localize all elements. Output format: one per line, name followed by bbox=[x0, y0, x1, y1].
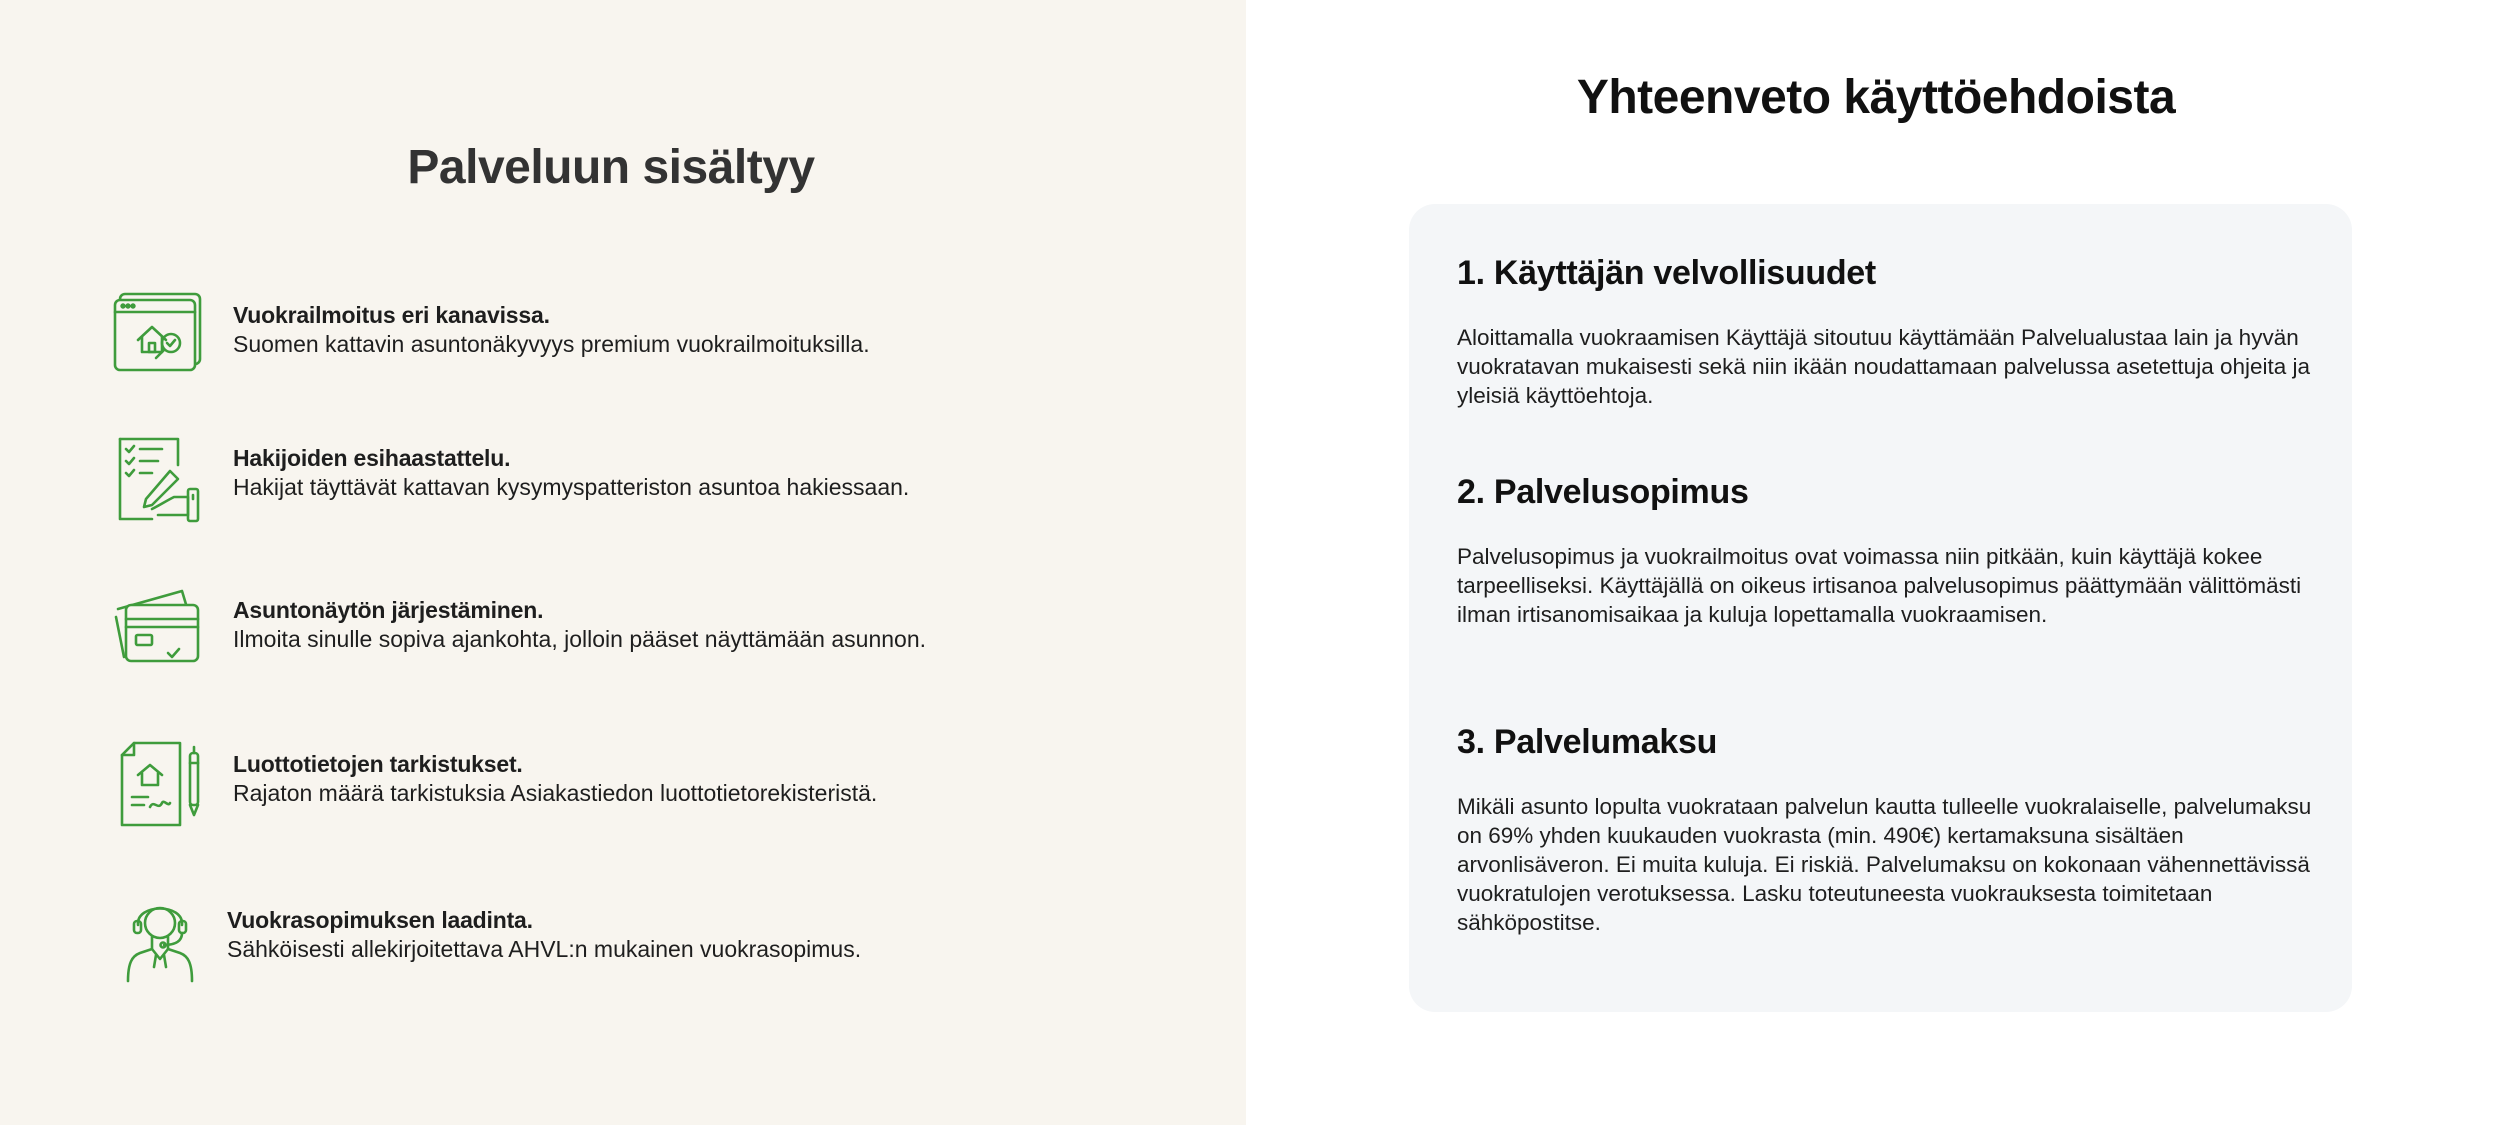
feature-description: Rajaton määrä tarkistuksia Asiakastiedon luottotietorekisteristä. bbox=[233, 780, 878, 806]
terms-section-service-agreement bbox=[1457, 472, 2317, 629]
feature-item-contract bbox=[112, 893, 1112, 993]
feature-title: Asuntonäytön järjestäminen. bbox=[233, 597, 544, 623]
feature-title: Hakijoiden esihaastattelu. bbox=[233, 445, 511, 471]
feature-title: Vuokrailmoitus eri kanavissa. bbox=[233, 302, 550, 328]
feature-title: Vuokrasopimuksen laadinta. bbox=[227, 907, 533, 933]
viewing-card-icon bbox=[112, 583, 208, 679]
terms-section-user-obligations bbox=[1457, 253, 2317, 410]
feature-description: Ilmoita sinulle sopiva ajankohta, jolloin pääset näyttämään asunnon. bbox=[233, 626, 926, 652]
feature-description: Sähköisesti allekirjoitettava AHVL:n mukainen vuokrasopimus. bbox=[227, 936, 862, 962]
feature-item-listing bbox=[112, 288, 1112, 388]
feature-description: Hakijat täyttävät kattavan kysymyspatteriston asuntoa hakiessaan. bbox=[233, 474, 910, 500]
section-body: Palvelusopimus ja vuokrailmoitus ovat voimassa niin pitkään, kuin käyttäjä kokee tarpeelliseksi. Käyttäjällä on oikeus irtisanoa palvelusopimus päättymään välittömästi ilman irtisanomisaikaa ja kuluja lopettamalla vuokraamisen. bbox=[1457, 544, 2302, 627]
credit-check-document-icon bbox=[112, 737, 208, 833]
support-agent-icon bbox=[112, 893, 208, 989]
section-body: Mikäli asunto lopulta vuokrataan palvelun kautta tulleelle vuokralaiselle, palvelumaksu on 69% yhden kuukauden vuokrasta (min. 490€) kertamaksuna sisältäen arvonlisäveron. Ei muita kuluja. Ei riskiä. Palvelumaksu on kokonaan vähennettävissä vuokratulojen verotuksessa. Lasku toteutuneesta vuokrauksesta toimitetaan sähköpostitse. bbox=[1457, 794, 2312, 935]
section-body: Aloittamalla vuokraamisen Käyttäjä sitoutuu käyttämään Palvelualustaa lain ja hyvän vuokratavan mukaisesti sekä niin ikään noudattamaan palvelussa asetettuja ohjeita ja yleisiä käyttöehtoja. bbox=[1457, 325, 2311, 408]
feature-item-screening bbox=[112, 431, 1112, 531]
feature-item-credit-check bbox=[112, 737, 1112, 837]
section-heading: 1. Käyttäjän velvollisuudet bbox=[1457, 254, 1876, 292]
section-heading: 3. Palvelumaksu bbox=[1457, 723, 1718, 761]
feature-description: Suomen kattavin asuntonäkyvyys premium vuokrailmoituksilla. bbox=[233, 331, 870, 357]
listing-channels-icon bbox=[112, 288, 208, 384]
section-heading: 2. Palvelusopimus bbox=[1457, 473, 1749, 511]
included-title: Palveluun sisältyy bbox=[407, 141, 815, 194]
terms-section-service-fee bbox=[1457, 722, 2317, 937]
terms-title: Yhteenveto käyttöehdoista bbox=[1576, 71, 2176, 124]
screening-checklist-icon bbox=[112, 431, 208, 527]
feature-title: Luottotietojen tarkistukset. bbox=[233, 751, 523, 777]
feature-item-viewing bbox=[112, 583, 1112, 683]
